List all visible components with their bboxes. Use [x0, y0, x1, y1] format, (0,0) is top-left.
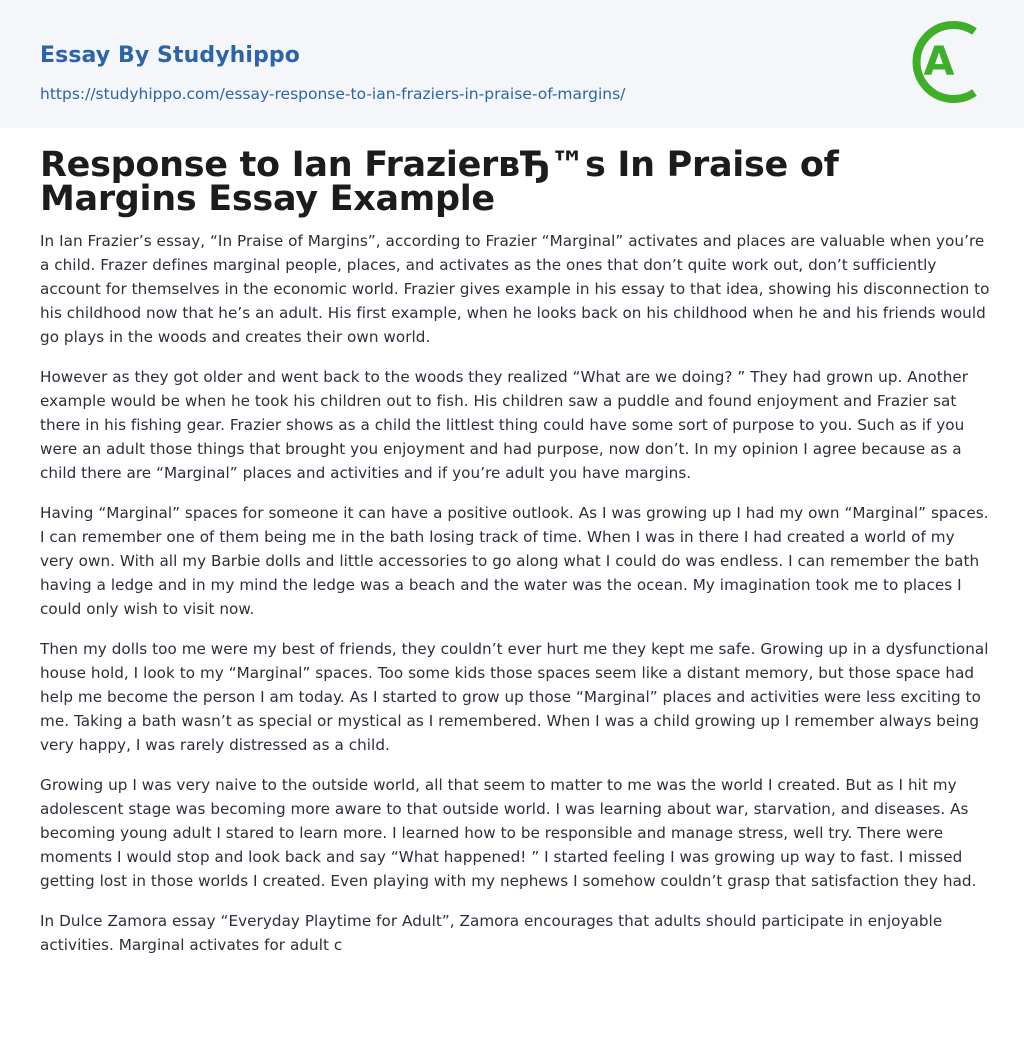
- essay-paragraph: In Dulce Zamora essay “Everyday Playtime for Adult”, Zamora encourages that adults should participate in enjoyable activities. Marginal activates for adult c: [40, 912, 943, 954]
- essay-paragraph: In Ian Frazier’s essay, “In Praise of Margins”, according to Frazier “Marginal” activates and places are valuable when you’re a child. Frazer defines marginal people, places, and activates as the ones that don’t quite work out, don’t sufficiently account for themselves in the economic world. Frazier gives example in his essay to that idea, showing his disconnection to his childhood now that he’s an adult. His first example, when he looks back on his childhood when he and his friends would go plays in the woods and creates their own world.: [40, 232, 990, 346]
- studyhippo-logo-icon[interactable]: [912, 18, 986, 106]
- essay-paragraph: Having “Marginal” spaces for someone it can have a positive outlook. As I was growing up I had my own “Marginal” spaces. I can remember one of them being me in the bath losing track of time. When I was in there I had created a world of my very own. With all my Barbie dolls and little accessories to go along what I could do was endless. I can remember the bath having a ledge and in my mind the ledge was a beach and the water was the ocean. My imagination took me to places I could only wish to visit now.: [40, 504, 989, 618]
- logo-letter: A: [923, 39, 955, 85]
- essay-body: [40, 229, 990, 973]
- essay-paragraph: Growing up I was very naive to the outside world, all that seem to matter to me was the world I created. But as I hit my adolescent stage was becoming more aware to that outside world. I was learning about war, starvation, and diseases. As becoming young adult I stared to learn more. I learned how to be responsible and manage stress, well try. There were moments I would stop and look back and say “What happened! ” I started feeling I was growing up way to fast. I missed getting lost in those worlds I created. Even playing with my nephews I somehow couldn’t grasp that satisfaction they had.: [40, 776, 977, 890]
- site-header: [0, 0, 1024, 128]
- essay-paragraph: However as they got older and went back to the woods they realized “What are we doing? ” They had grown up. Another example would be when he took his children out to fish. His children saw a puddle and found enjoyment and Frazier sat there in his fishing gear. Frazier shows as a child the littlest thing could have some sort of purpose to you. Such as if you were an adult those things that brought you enjoyment and had purpose, now don’t. In my opinion I agree because as a child there are “Marginal” places and activities and if you’re adult you have margins.: [40, 368, 969, 482]
- essay-url-link[interactable]: https://studyhippo.com/essay-response-to-ian-fraziers-in-praise-of-margins/: [40, 85, 626, 103]
- essay-title: Response to Ian FrazierвЂ™s In Praise of Margins Essay Example: [40, 145, 839, 219]
- essay-paragraph: Then my dolls too me were my best of friends, they couldn’t ever hurt me they kept me safe. Growing up in a dysfunctional house hold, I look to my “Marginal” spaces. Too some kids those spaces seem like a distant memory, but those space had help me become the person I am today. As I started to grow up those “Marginal” places and activities were less exciting to me. Taking a bath wasn’t as special or mystical as I remembered. When I was a child growing up I remember always being very happy, I was rarely distressed as a child.: [40, 640, 989, 754]
- site-brand-title[interactable]: Essay By Studyhippo: [40, 43, 300, 68]
